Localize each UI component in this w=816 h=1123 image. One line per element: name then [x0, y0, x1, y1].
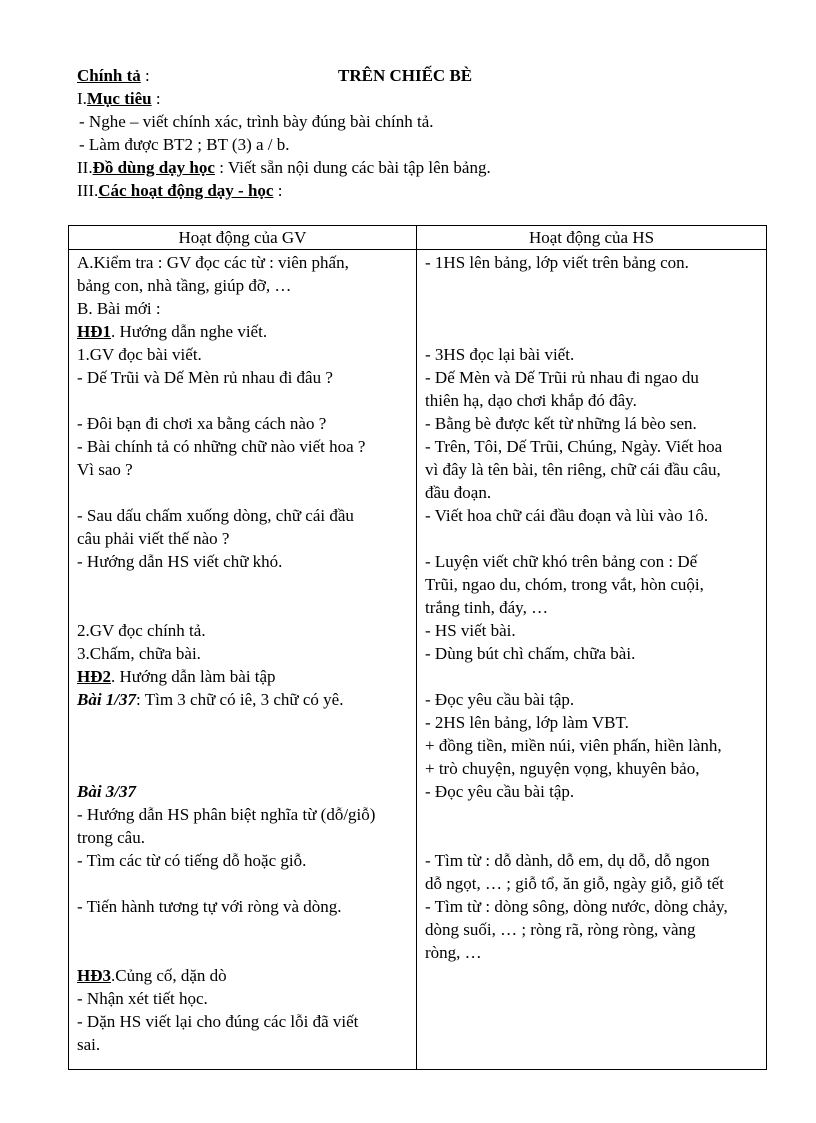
hs-line: - Tìm từ : dòng sông, dòng nước, dòng chảy,	[425, 897, 728, 916]
hs-line: đầu đoạn.	[425, 483, 492, 502]
hd3-heading	[77, 964, 410, 987]
section1-num: I.	[77, 89, 87, 108]
hs-line: - 2HS lên bảng, lớp làm VBT.	[425, 713, 629, 732]
gv-line: - Sau dấu chấm xuống dòng, chữ cái đầu	[77, 506, 354, 525]
hs-activities-cell	[417, 250, 767, 1070]
spacer	[77, 757, 410, 780]
hs-line: - Tìm từ : dỗ dành, dỗ em, dụ dỗ, dỗ ngon	[425, 851, 710, 870]
page-title: TRÊN CHIẾC BÈ	[338, 66, 473, 85]
hs-line: - 3HS đọc lại bài viết.	[425, 345, 575, 364]
table-body-row	[69, 250, 767, 1070]
hd1-text: . Hướng dẫn nghe viết.	[111, 322, 268, 341]
subject-line	[77, 64, 757, 87]
hd3-text: .Củng cố, dặn dò	[111, 966, 227, 985]
section-objectives-heading	[77, 87, 757, 110]
section3-suffix: :	[273, 181, 283, 200]
exercise-1-label: Bài 1/37	[77, 690, 137, 709]
activities-table	[68, 225, 767, 1070]
hs-line: - Dế Mèn và Dế Trũi rủ nhau đi ngao du	[425, 368, 699, 387]
hs-line: - Bằng bè được kết từ những lá bèo sen.	[425, 414, 697, 433]
section-activities-heading	[77, 179, 757, 202]
hd1-heading	[77, 320, 410, 343]
gv-line: bảng con, nhà tầng, giúp đỡ, …	[77, 276, 292, 295]
section1-label: Mục tiêu	[86, 89, 152, 108]
section3-num: III.	[77, 181, 99, 200]
hs-line: - Trên, Tôi, Dế Trũi, Chúng, Ngày. Viết hoa	[425, 437, 723, 456]
spacer	[425, 665, 760, 688]
gv-line: - Dặn HS viết lại cho đúng các lỗi đã viết	[77, 1012, 359, 1031]
column-header-hs: Hoạt động của HS	[417, 226, 767, 250]
spacer	[425, 826, 760, 849]
spacer	[425, 803, 760, 826]
lesson-header	[77, 64, 757, 202]
gv-line: 3.Chấm, chữa bài.	[77, 644, 201, 663]
gv-line: - Tiến hành tương tự với ròng và dòng.	[77, 897, 342, 916]
gv-line: - Đôi bạn đi chơi xa bằng cách nào ?	[77, 414, 327, 433]
hs-line: - Dùng bút chì chấm, chữa bài.	[425, 644, 636, 663]
spacer	[77, 711, 410, 734]
section1-suffix: :	[151, 89, 161, 108]
hs-line: dòng suối, … ; ròng rã, ròng ròng, vàng	[425, 920, 696, 939]
gv-activities-cell	[69, 250, 417, 1070]
hs-line: thiên hạ, dạo chơi khắp đó đây.	[425, 391, 637, 410]
hd1-label: HĐ1	[77, 322, 111, 341]
hs-line: - Đọc yêu cầu bài tập.	[425, 690, 575, 709]
spacer	[77, 941, 410, 964]
subject-suffix: :	[140, 66, 150, 85]
hs-line: dỗ ngọt, … ; giỗ tổ, ăn giỗ, ngày giỗ, giỗ tết	[425, 874, 724, 893]
spacer	[77, 389, 410, 412]
hs-line: ròng, …	[425, 943, 482, 962]
column-header-gv: Hoạt động của GV	[69, 226, 417, 250]
hd3-label: HĐ3	[77, 966, 111, 985]
hs-line: - HS viết bài.	[425, 621, 516, 640]
hs-line: - Luyện viết chữ khó trên bảng con : Dế	[425, 552, 698, 571]
gv-line: trong câu.	[77, 828, 145, 847]
gv-line: - Nhận xét tiết học.	[77, 989, 208, 1008]
spacer	[77, 481, 410, 504]
spacer	[425, 297, 760, 320]
section2-label: Đồ dùng dạy học	[92, 158, 215, 177]
hs-line: - Viết hoa chữ cái đầu đoạn và lùi vào 1ô.	[425, 506, 709, 525]
gv-line: Vì sao ?	[77, 460, 133, 479]
gv-line: câu phải viết thế nào ?	[77, 529, 230, 548]
subject-label: Chính tả	[77, 66, 141, 85]
gv-line: A.Kiểm tra : GV đọc các từ : viên phấn,	[77, 253, 349, 272]
exercise-1	[77, 688, 410, 711]
spacer	[77, 872, 410, 895]
section2-text: : Viết sẵn nội dung các bài tập lên bảng.	[214, 158, 491, 177]
objective-2: - Làm được BT2 ; BT (3) a / b.	[79, 135, 290, 154]
exercise-1-text: : Tìm 3 chữ có iê, 3 chữ có yê.	[136, 690, 344, 709]
gv-line: 2.GV đọc chính tả.	[77, 621, 206, 640]
hd2-heading	[77, 665, 410, 688]
gv-line: 1.GV đọc bài viết.	[77, 345, 202, 364]
hs-line: + trò chuyện, nguyện vọng, khuyên bảo,	[425, 759, 700, 778]
spacer	[77, 573, 410, 596]
gv-line: - Dế Trũi và Dế Mèn rủ nhau đi đâu ?	[77, 368, 333, 387]
spacer	[77, 734, 410, 757]
section3-label: Các hoạt động dạy - học	[98, 181, 274, 200]
gv-line: - Bài chính tả có những chữ nào viết hoa ?	[77, 437, 366, 456]
gv-line: B. Bài mới :	[77, 299, 161, 318]
spacer	[77, 596, 410, 619]
hs-line: - Đọc yêu cầu bài tập.	[425, 782, 575, 801]
hs-line: vì đây là tên bài, tên riêng, chữ cái đầu câu,	[425, 460, 721, 479]
section2-num: II.	[77, 158, 93, 177]
gv-line: - Hướng dẫn HS phân biệt nghĩa từ (dỗ/giỗ)	[77, 805, 376, 824]
spacer	[425, 320, 760, 343]
section-materials	[77, 156, 757, 179]
gv-line: - Hướng dẫn HS viết chữ khó.	[77, 552, 283, 571]
hs-line: trắng tinh, đáy, …	[425, 598, 549, 617]
table-header-row	[69, 226, 767, 250]
hs-line: + đồng tiền, miền núi, viên phấn, hiền lành,	[425, 736, 722, 755]
hd2-label: HĐ2	[77, 667, 111, 686]
exercise-3-label: Bài 3/37	[77, 782, 137, 801]
gv-line: - Tìm các từ có tiếng dỗ hoặc giỗ.	[77, 851, 307, 870]
hs-line: - 1HS lên bảng, lớp viết trên bảng con.	[425, 253, 689, 272]
gv-line: sai.	[77, 1035, 101, 1054]
spacer	[77, 918, 410, 941]
spacer	[425, 527, 760, 550]
spacer	[425, 274, 760, 297]
hd2-text: . Hướng dẫn làm bài tập	[111, 667, 276, 686]
objective-1: - Nghe – viết chính xác, trình bày đúng bài chính tả.	[79, 112, 434, 131]
hs-line: Trũi, ngao du, chóm, trong vắt, hòn cuội,	[425, 575, 704, 594]
